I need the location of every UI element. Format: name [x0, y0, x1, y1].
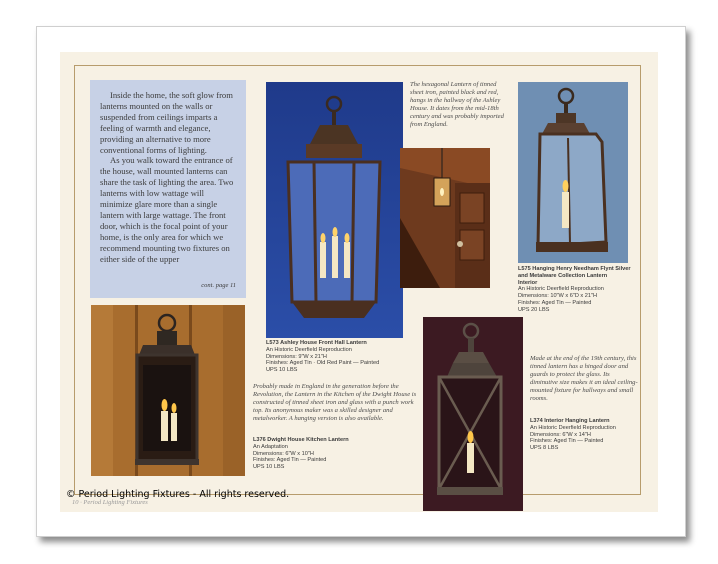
photo-hexagonal-lantern — [266, 82, 403, 338]
page-footer: 10 · Period Lighting Fixtures — [72, 499, 148, 506]
caption-l376: L376 Dwight House Kitchen Lantern An Adaptation Dimensions: 6"W x 10"H Finishes: Aged Tin — Painted UPS 10 LBS — [253, 437, 413, 471]
intro-text-box — [90, 80, 246, 298]
continued-note: cont. page 11 — [201, 282, 236, 290]
photo-hallway — [400, 148, 490, 288]
photo-wall-lantern — [91, 305, 245, 476]
intro-paragraph-2: As you walk toward the entrance of the house, wall mounted lanterns can share the task of lighting the area. Two lanterns with low wattage will minimize glare more than a single lantern with large wattage. The front door, which is the focal point of your home, is the only area for which we recommend mounting two fixtures on either side of the upper — [100, 155, 234, 264]
photo-interior-hanging-lantern — [423, 317, 523, 511]
product-title: L374 Interior Hanging Lantern — [530, 418, 610, 424]
note-dwight-house: Probably made in England in the generation before the Revolution, the Lantern in the Kitchen of the Dwight House is constructed of tinned sheet iron and glass with a punch work top. Its anonymous maker was a skilled designer and metalworker. A hanging version is also available. — [253, 383, 417, 422]
caption-l573: L573 Ashley House Front Hall Lantern An Historic Deerfield Reproduction Dimensions: 9"W x 21"H Finishes: Aged Tin · Old Red Paint — Painted UPS 10 LBS — [266, 340, 406, 374]
caption-l374: L374 Interior Hanging Lantern An Historic Deerfield Reproduction Dimensions: 6"W x 14"H Finishes: Aged Tin — Painted UPS 8 LBS — [530, 418, 638, 452]
product-title: L376 Dwight House Kitchen Lantern — [253, 437, 349, 443]
product-title: L575 Hanging Henry Needham Flynt Silver and Metalware Collection Lantern — [518, 266, 631, 279]
copyright-notice: © Period Lighting Fixtures - All rights reserved. — [66, 489, 290, 500]
note-ashley-house: The hexagonal Lantern of tinned sheet iron, painted black and red, hangs in the hallway of the Ashley House. It dates from the mid-18th century and was probably imported from England. — [410, 81, 504, 128]
product-title: L573 Ashley House Front Hall Lantern — [266, 340, 367, 346]
caption-l575: L575 Hanging Henry Needham Flynt Silver and Metalware Collection Lantern Interior An Historic Deerfield Reproduction Dimensions: 10"W x 6"D x 21"H Finishes: Aged Tin — Painted UPS 20 LBS — [518, 266, 634, 314]
photo-rectangular-lantern — [518, 82, 628, 263]
note-interior-lantern: Made at the end of the 19th century, this tinned lantern has a hinged door and guards to protect the glass. Its diminutive size makes it an ideal ceiling-mounted fixture for hallways and small rooms. — [530, 355, 638, 402]
intro-paragraph-1: Inside the home, the soft glow from lanterns mounted on the walls or suspended from ceilings imparts a feeling of warmth and elegance, providing an alternative to more conventional forms of lighting. — [100, 90, 233, 155]
